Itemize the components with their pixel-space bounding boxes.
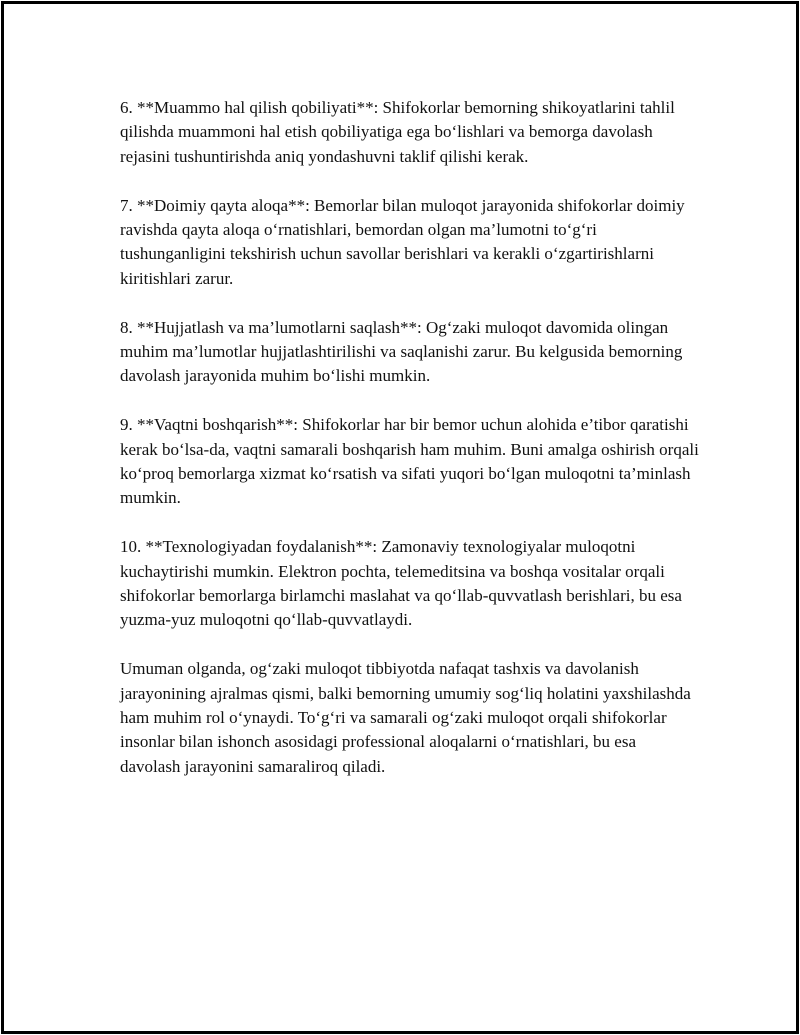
paragraph-item-6: 6. **Muammo hal qilish qobiliyati**: Shifokorlar bemorning shikoyatlarini tahlil qilishda muammoni hal etish qobiliyatiga ega bo‘lishlari va bemorga davolash rejasini tushuntirishda aniq yondashuvni taklif qilishi kerak. <box>120 98 675 166</box>
document-body <box>120 96 700 804</box>
paragraph-item-10: 10. **Texnologiyadan foydalanish**: Zamonaviy texnologiyalar muloqotni kuchaytirishi mumkin. Elektron pochta, telemeditsina va boshqa vositalar orqali shifokorlar bemorlarga birlamchi maslahat va qo‘llab-quvvatlash berishlari, bu esa yuzma-yuz muloqotni qo‘llab-quvvatlaydi. <box>120 537 682 630</box>
paragraph-item-9: 9. **Vaqtni boshqarish**: Shifokorlar har bir bemor uchun alohida e’tibor qaratishi kerak bo‘lsa-da, vaqtni samarali boshqarish ham muhim. Buni amalga oshirish orqali ko‘proq bemorlarga xizmat ko‘rsatish va sifati yuqori bo‘lgan muloqotni ta’minlash mumkin. <box>120 415 699 508</box>
conclusion-paragraph: Umuman olganda, og‘zaki muloqot tibbiyotda nafaqat tashxis va davolanish jarayonining ajralmas qismi, balki bemorning umumiy sog‘liq holatini yaxshilashda ham muhim rol o‘ynaydi. To‘g‘ri va samarali og‘zaki muloqot orqali shifokorlar insonlar bilan ishonch asosidagi professional aloqalarni o‘rnatishlari, bu esa davolash jarayonini samaraliroq qiladi. <box>120 659 691 776</box>
page-frame <box>1 1 799 1034</box>
paragraph-item-8: 8. **Hujjatlash va ma’lumotlarni saqlash**: Og‘zaki muloqot davomida olingan muhim ma’lumotlar hujjatlashtirilishi va saqlanishi zarur. Bu kelgusida bemorning davolash jarayonida muhim bo‘lishi mumkin. <box>120 317 683 386</box>
paragraph-item-7: 7. **Doimiy qayta aloqa**: Bemorlar bilan muloqot jarayonida shifokorlar doimiy ravishda qayta aloqa o‘rnatishlari, bemordan olgan ma’lumotni to‘g‘ri tushunganligini tekshirish uchun savollar berishlari va kerakli o‘zgartirishlarni kiritishlari zarur. <box>120 195 685 288</box>
